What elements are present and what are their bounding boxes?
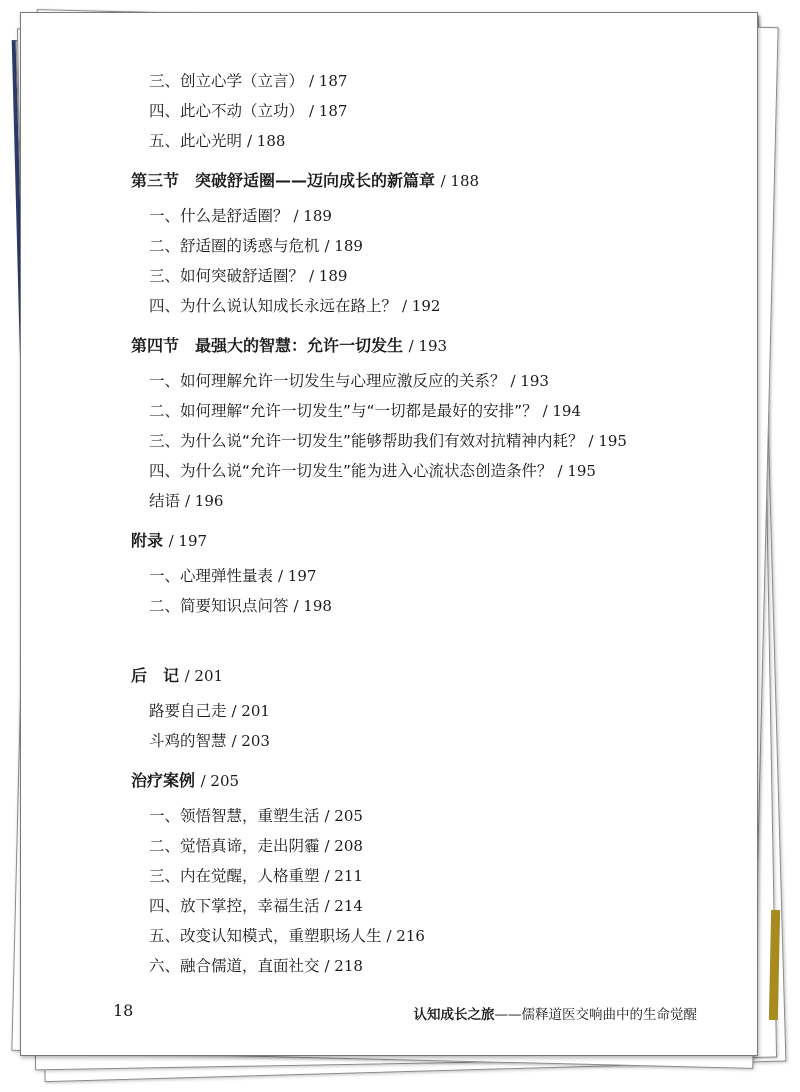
- toc-page-ref: / 216: [386, 927, 425, 945]
- toc-page-ref: / 201: [184, 667, 224, 685]
- toc-item: [149, 566, 316, 586]
- toc-label: 治疗案例: [131, 771, 196, 790]
- toc-label: 二、舒适圈的诱惑与危机: [149, 237, 320, 255]
- toc-label: 三、如何突破舒适圈？: [149, 267, 305, 285]
- toc-item: [149, 491, 223, 511]
- toc-section-heading: [131, 531, 207, 551]
- book-title: 认知成长之旅: [413, 1007, 495, 1023]
- toc-label: 三、为什么说“允许一切发生”能够帮助我们有效对抗精神内耗？: [149, 432, 584, 450]
- toc-item: [149, 956, 363, 976]
- toc-label: 三、创立心学（立言）: [149, 72, 305, 90]
- toc-page-ref: / 194: [542, 402, 582, 420]
- toc-page-ref: / 192: [401, 297, 441, 315]
- toc-item: [149, 836, 363, 856]
- toc-page-ref: / 189: [324, 237, 363, 255]
- toc-section-heading: [131, 171, 479, 191]
- toc-item: [149, 596, 332, 616]
- toc-page-ref: / 188: [440, 172, 480, 190]
- toc-page-ref: / 197: [168, 532, 208, 550]
- toc-item: [149, 731, 270, 751]
- toc-label: 一、如何理解允许一切发生与心理应激反应的关系？: [149, 372, 506, 390]
- toc-item: [149, 236, 363, 256]
- toc-label: 三、内在觉醒，人格重塑: [149, 867, 320, 885]
- toc-page-ref: / 187: [308, 102, 348, 120]
- toc-page-ref: / 214: [324, 897, 363, 915]
- toc-label: 二、如何理解“允许一切发生”与“一切都是最好的安排”？: [149, 402, 538, 420]
- toc-page-ref: / 205: [200, 772, 240, 790]
- toc-label: 四、此心不动（立功）: [149, 102, 305, 120]
- toc-item: [149, 431, 627, 451]
- toc-label: 附录: [131, 531, 164, 550]
- toc-page-ref: / 189: [293, 207, 332, 225]
- toc-item: [149, 866, 363, 886]
- toc-item: [149, 806, 363, 826]
- toc-item: [149, 131, 285, 151]
- toc-label: 第三节 突破舒适圈——迈向成长的新篇章: [131, 171, 436, 190]
- toc-label: 四、放下掌控，幸福生活: [149, 897, 320, 915]
- toc-page-ref: / 193: [510, 372, 549, 390]
- toc-item: [149, 401, 581, 421]
- toc-label: 一、什么是舒适圈？: [149, 207, 289, 225]
- toc-page-ref: / 198: [293, 597, 332, 615]
- toc-item: [149, 296, 440, 316]
- toc-label: 四、为什么说“允许一切发生”能为进入心流状态创造条件？: [149, 462, 553, 480]
- toc-section-heading: [131, 771, 239, 791]
- toc-page-ref: / 208: [324, 837, 363, 855]
- toc-item: [149, 461, 596, 481]
- toc-item: [149, 371, 549, 391]
- toc-label: 五、此心光明: [149, 132, 243, 150]
- toc-page-ref: / 187: [308, 72, 348, 90]
- toc-page-ref: / 195: [588, 432, 627, 450]
- toc-page-ref: / 211: [324, 867, 363, 885]
- toc-item: [149, 266, 347, 286]
- toc-page-ref: / 195: [557, 462, 596, 480]
- toc-label: 路要自己走: [149, 702, 227, 720]
- toc-page-ref: / 205: [324, 807, 363, 825]
- running-footer: [414, 1003, 698, 1023]
- toc-label: 一、领悟智慧，重塑生活: [149, 807, 320, 825]
- toc-page-ref: / 196: [184, 492, 224, 510]
- document-page: [20, 12, 758, 1056]
- toc-page-ref: / 193: [408, 337, 448, 355]
- toc-item: [149, 206, 332, 226]
- toc-page-ref: / 218: [324, 957, 363, 975]
- toc-section-heading: [131, 336, 447, 356]
- toc-label: 结语: [149, 492, 181, 510]
- toc-page-ref: / 203: [231, 732, 270, 750]
- toc-item: [149, 926, 425, 946]
- toc-item: [149, 101, 347, 121]
- toc-label: 二、觉悟真谛，走出阴霾: [149, 837, 320, 855]
- toc-section-heading: [131, 666, 223, 686]
- toc-label: 斗鸡的智慧: [149, 732, 227, 750]
- toc-label: 六、融合儒道，直面社交: [149, 957, 320, 975]
- toc-label: 一、心理弹性量表: [149, 567, 274, 585]
- toc-item: [149, 701, 270, 721]
- toc-label: 四、为什么说认知成长永远在路上？: [149, 297, 398, 315]
- page-number: 18: [113, 1001, 134, 1020]
- book-subtitle: ——儒释道医交响曲中的生命觉醒: [494, 1007, 697, 1023]
- toc-label: 二、简要知识点问答: [149, 597, 289, 615]
- toc-page-ref: / 189: [308, 267, 348, 285]
- toc-page-ref: / 197: [277, 567, 317, 585]
- toc-label: 后 记: [131, 666, 180, 685]
- toc-page-ref: / 188: [246, 132, 286, 150]
- toc-label: 第四节 最强大的智慧：允许一切发生: [131, 336, 404, 355]
- toc-item: [149, 71, 347, 91]
- toc-label: 五、改变认知模式，重塑职场人生: [149, 927, 382, 945]
- toc-item: [149, 896, 363, 916]
- toc-page-ref: / 201: [231, 702, 270, 720]
